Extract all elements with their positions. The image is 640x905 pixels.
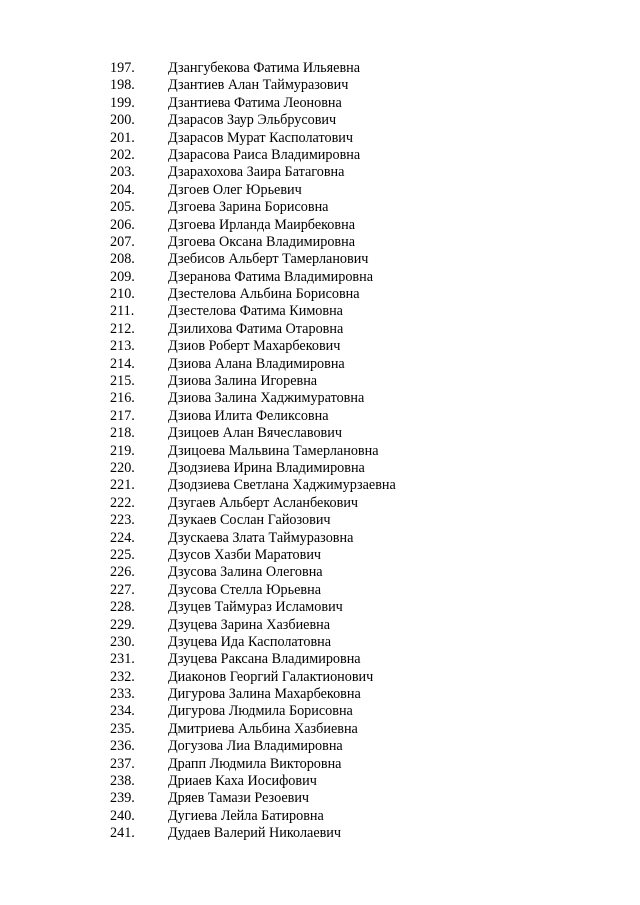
entry-number: 211. [110, 303, 135, 320]
entry-number: 225. [110, 546, 135, 563]
list-item [0, 790, 640, 807]
entry-number: 228. [110, 599, 135, 616]
entry-number: 199. [110, 94, 135, 111]
entry-number: 223. [110, 512, 135, 529]
list-item [0, 95, 640, 112]
list-item [0, 634, 640, 651]
entry-name: Дзантиев Алан Таймуразович [168, 77, 349, 94]
entry-number: 220. [110, 459, 135, 476]
entry-name: Дзусов Хазби Маратович [168, 546, 322, 563]
list-item [0, 373, 640, 390]
entry-name: Догузова Лиа Владимировна [168, 738, 343, 755]
list-item [0, 547, 640, 564]
entry-name: Дзуцева Ида Касполатовна [168, 633, 332, 650]
entry-number: 230. [110, 633, 135, 650]
list-item [0, 147, 640, 164]
entry-name: Дзангубекова Фатима Ильяевна [168, 60, 361, 76]
entry-number: 213. [110, 338, 135, 355]
list-item [0, 599, 640, 616]
entry-name: Дзусова Залина Олеговна [168, 564, 323, 581]
entry-name: Дмитриева Альбина Хазбиевна [168, 720, 358, 737]
entry-number: 204. [110, 181, 135, 198]
list-item [0, 721, 640, 738]
list-item [0, 460, 640, 477]
entry-name: Дзарасов Мурат Касполатович [168, 129, 353, 146]
entry-name: Дзиова Залина Игоревна [168, 373, 318, 390]
list-item [0, 303, 640, 320]
list-item [0, 77, 640, 94]
name-list [0, 60, 640, 843]
entry-number: 239. [110, 790, 135, 807]
entry-name: Дзарасова Раиса Владимировна [168, 146, 361, 163]
list-item [0, 182, 640, 199]
entry-name: Дзестелова Фатима Кимовна [168, 303, 343, 320]
list-item [0, 408, 640, 425]
entry-name: Дзиова Илита Феликсовна [168, 407, 329, 424]
entry-number: 218. [110, 425, 135, 442]
list-item [0, 338, 640, 355]
entry-name: Дугиева Лейла Батировна [168, 807, 324, 824]
list-item [0, 425, 640, 442]
entry-number: 241. [110, 825, 135, 842]
entry-number: 231. [110, 651, 135, 668]
entry-name: Дзуцев Таймураз Исламович [168, 599, 343, 616]
entry-name: Дзицоева Мальвина Тамерлановна [168, 442, 379, 459]
list-item [0, 269, 640, 286]
entry-name: Дзиова Залина Хаджимуратовна [168, 390, 365, 407]
entry-name: Дзуцева Раксана Владимировна [168, 651, 361, 668]
entry-number: 238. [110, 773, 135, 790]
entry-number: 198. [110, 77, 135, 94]
entry-number: 201. [110, 129, 135, 146]
entry-name: Дзиов Роберт Махарбекович [168, 338, 341, 355]
list-item [0, 825, 640, 842]
list-item [0, 669, 640, 686]
entry-name: Дриаев Каха Иосифович [168, 773, 317, 790]
list-item [0, 477, 640, 494]
entry-name: Дзестелова Альбина Борисовна [168, 286, 360, 303]
list-item [0, 356, 640, 373]
entry-name: Диаконов Георгий Галактионович [168, 668, 374, 685]
list-item [0, 443, 640, 460]
entry-name: Дзодзиева Светлана Хаджимурзаевна [168, 477, 396, 494]
entry-name: Дзарасов Заур Эльбрусович [168, 112, 337, 129]
entry-name: Дудаев Валерий Николаевич [168, 825, 342, 842]
entry-number: 240. [110, 807, 135, 824]
list-item [0, 286, 640, 303]
entry-name: Дзгоева Оксана Владимировна [168, 233, 356, 250]
entry-name: Дзицоев Алан Вячеславович [168, 425, 342, 442]
entry-number: 229. [110, 616, 135, 633]
list-item [0, 703, 640, 720]
entry-number: 221. [110, 477, 135, 494]
entry-number: 197. [110, 60, 135, 76]
entry-name: Дряев Тамази Резоевич [168, 790, 310, 807]
entry-name: Дзуцева Зарина Хазбиевна [168, 616, 331, 633]
entry-number: 209. [110, 268, 135, 285]
entry-number: 237. [110, 755, 135, 772]
list-item [0, 773, 640, 790]
list-item [0, 60, 640, 77]
entry-number: 205. [110, 199, 135, 216]
list-item [0, 130, 640, 147]
entry-number: 206. [110, 216, 135, 233]
entry-name: Дзусова Стелла Юрьевна [168, 581, 321, 598]
entry-number: 208. [110, 251, 135, 268]
entry-name: Дзебисов Альберт Тамерланович [168, 251, 369, 268]
entry-number: 200. [110, 112, 135, 129]
list-item [0, 617, 640, 634]
entry-number: 202. [110, 146, 135, 163]
entry-number: 219. [110, 442, 135, 459]
entry-number: 226. [110, 564, 135, 581]
entry-number: 235. [110, 720, 135, 737]
entry-name: Дзеранова Фатима Владимировна [168, 268, 374, 285]
list-item [0, 390, 640, 407]
entry-name: Дзилихова Фатима Отаровна [168, 320, 344, 337]
entry-name: Дзускаева Злата Таймуразовна [168, 529, 354, 546]
entry-name: Дзиова Алана Владимировна [168, 355, 345, 372]
entry-number: 224. [110, 529, 135, 546]
list-item [0, 512, 640, 529]
list-item [0, 651, 640, 668]
list-item [0, 808, 640, 825]
entry-number: 232. [110, 668, 135, 685]
entry-number: 212. [110, 320, 135, 337]
list-item [0, 112, 640, 129]
entry-number: 214. [110, 355, 135, 372]
list-item [0, 217, 640, 234]
list-item [0, 321, 640, 338]
entry-name: Дзгоев Олег Юрьевич [168, 181, 302, 198]
list-item [0, 495, 640, 512]
entry-number: 203. [110, 164, 135, 181]
entry-name: Дзукаев Сослан Гайозович [168, 512, 331, 529]
list-item [0, 738, 640, 755]
list-item [0, 199, 640, 216]
list-item [0, 530, 640, 547]
list-item [0, 756, 640, 773]
entry-number: 234. [110, 703, 135, 720]
entry-number: 207. [110, 233, 135, 250]
entry-name: Дигурова Залина Махарбековна [168, 686, 361, 703]
list-item [0, 164, 640, 181]
entry-number: 222. [110, 494, 135, 511]
list-item [0, 251, 640, 268]
entry-name: Дзгоева Зарина Борисовна [168, 199, 329, 216]
list-item [0, 234, 640, 251]
entry-number: 236. [110, 738, 135, 755]
list-item [0, 582, 640, 599]
entry-number: 217. [110, 407, 135, 424]
entry-number: 215. [110, 373, 135, 390]
entry-name: Дзгоева Ирланда Маирбековна [168, 216, 355, 233]
entry-name: Дзодзиева Ирина Владимировна [168, 459, 365, 476]
entry-name: Дзугаев Альберт Асланбекович [168, 494, 359, 511]
list-item [0, 686, 640, 703]
entry-number: 233. [110, 686, 135, 703]
list-item [0, 564, 640, 581]
entry-name: Дзарахохова Заира Батаговна [168, 164, 345, 181]
entry-name: Дзантиева Фатима Леоновна [168, 94, 342, 111]
entry-number: 216. [110, 390, 135, 407]
entry-number: 210. [110, 286, 135, 303]
entry-number: 227. [110, 581, 135, 598]
entry-name: Драпп Людмила Викторовна [168, 755, 342, 772]
entry-name: Дигурова Людмила Борисовна [168, 703, 353, 720]
